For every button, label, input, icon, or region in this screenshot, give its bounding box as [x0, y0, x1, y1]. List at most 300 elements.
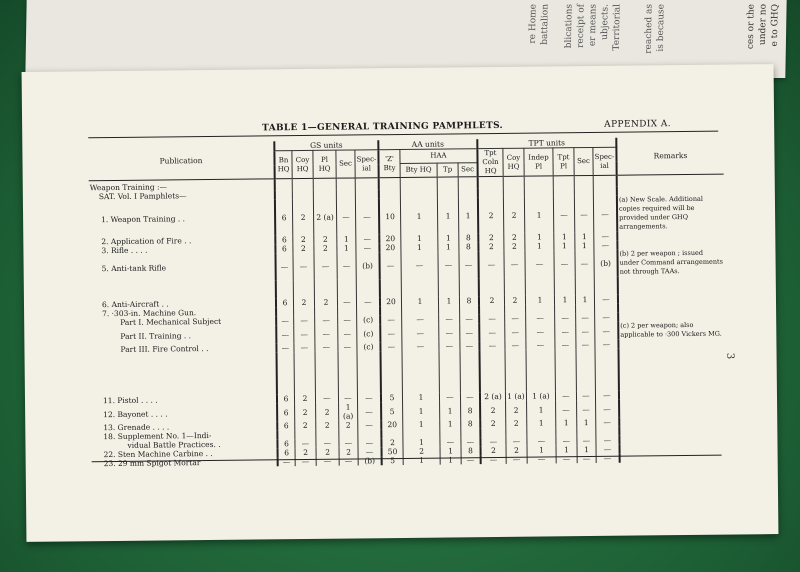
- value-cell: —: [276, 343, 294, 352]
- value-cell: 2: [478, 233, 504, 242]
- value-cell: —: [315, 394, 338, 403]
- value-cell: 1: [402, 393, 439, 402]
- value-cell: —: [294, 316, 315, 325]
- col-tpt-coln-hq: Tpt Coln HQ: [477, 148, 503, 176]
- value-cell: [595, 304, 619, 313]
- value-cell: —: [401, 252, 438, 279]
- value-cell: 8: [461, 419, 481, 428]
- value-cell: 2: [478, 242, 504, 251]
- value-cell: 2: [295, 421, 316, 430]
- col-tpt-coy-hq: Coy HQ: [503, 148, 524, 176]
- group-aa: AA units: [378, 139, 477, 150]
- value-cell: —: [338, 315, 357, 324]
- value-cell: 1: [577, 418, 596, 427]
- value-cell: —: [295, 439, 316, 448]
- col-tpt-special: Spec-ial: [593, 147, 617, 175]
- value-cell: 1 (a): [507, 391, 525, 401]
- value-cell: —: [594, 241, 618, 250]
- value-cell: 1: [438, 242, 459, 251]
- value-cell: 2: [314, 244, 337, 253]
- value-cell: —: [356, 297, 380, 306]
- value-cell: 1: [554, 241, 575, 250]
- value-cell: 6: [277, 394, 295, 403]
- value-cell: 2: [480, 419, 506, 428]
- value-cell: —: [555, 340, 576, 349]
- value-cell: —: [440, 437, 461, 446]
- table-row: [89, 195, 724, 238]
- value-cell: [357, 306, 381, 315]
- value-cell: 20: [381, 420, 403, 429]
- value-cell: 8: [461, 401, 481, 419]
- value-cell: —: [478, 251, 504, 278]
- col-tpt-sec: Sec: [574, 147, 593, 175]
- value-cell: 20: [380, 297, 402, 306]
- value-cell: [338, 306, 357, 315]
- value-cell: —: [337, 297, 356, 306]
- value-cell: 1: [556, 418, 577, 427]
- value-cell: 1: [403, 438, 440, 447]
- value-cell: (c): [357, 324, 381, 342]
- value-cell: 1: [527, 400, 556, 418]
- publication-cell: 6. Anti-Aircraft . .: [101, 299, 169, 310]
- publication-cell: Part III. Fire Control . .: [120, 344, 209, 354]
- value-cell: 2: [295, 448, 316, 457]
- table-body: [89, 174, 727, 468]
- back-text-7: ubjects.: [599, 4, 611, 40]
- value-cell: —: [315, 325, 338, 343]
- value-cell: 20: [379, 234, 401, 243]
- value-cell: 1: [440, 419, 461, 428]
- back-text-1: e to GHQ: [769, 4, 781, 47]
- value-cell: —: [293, 253, 314, 280]
- value-cell: —: [555, 322, 576, 340]
- value-cell: 6: [275, 244, 293, 253]
- value-cell: —: [527, 454, 556, 463]
- value-cell: 6: [278, 448, 296, 457]
- value-cell: [479, 305, 505, 314]
- value-cell: [276, 307, 294, 316]
- value-cell: (b): [594, 250, 618, 277]
- value-cell: 1: [525, 295, 554, 304]
- value-cell: 1: [440, 401, 461, 419]
- value-cell: 1: [525, 241, 554, 250]
- value-cell: —: [594, 295, 618, 304]
- value-cell: —: [506, 437, 527, 446]
- value-cell: 2: [314, 298, 337, 307]
- value-cell: 1: [337, 243, 356, 252]
- publication-cell: 5. Anti-tank Rifle: [101, 263, 167, 274]
- publication-cell: 1. Weapon Training . .: [101, 213, 186, 224]
- value-cell: 2: [292, 199, 313, 235]
- value-cell: —: [380, 324, 402, 342]
- value-cell: 6: [277, 439, 295, 448]
- value-cell: 8: [459, 242, 479, 251]
- value-cell: 1: [527, 445, 556, 454]
- value-cell: 1: [400, 198, 437, 234]
- value-cell: —: [553, 196, 574, 232]
- remarks-cell: (a) New Scale. Additional copies required will be provided under GHQ arrangements.: [617, 195, 724, 232]
- value-cell: 5: [382, 456, 404, 465]
- section-heading: Weapon Training :—: [89, 182, 168, 193]
- value-cell: —: [315, 316, 338, 325]
- value-cell: —: [506, 455, 527, 464]
- value-cell: —: [596, 445, 620, 454]
- value-cell: 6: [276, 298, 294, 307]
- value-cell: —: [459, 251, 479, 278]
- value-cell: 2: [339, 420, 358, 429]
- value-cell: 1: [458, 197, 478, 233]
- remarks-cell: [619, 399, 726, 418]
- publication-cell: 22. Sten Machine Carbine . .: [103, 448, 213, 460]
- col-z-bty: 'Z' Bty: [378, 149, 400, 177]
- col-publication: Publication: [88, 141, 274, 180]
- document-page: [22, 64, 779, 542]
- value-cell: —: [356, 234, 380, 243]
- appendix-label: APPENDIX A.: [604, 119, 672, 130]
- value-cell: 2 (a): [480, 392, 506, 401]
- value-cell: 2 (a): [313, 199, 336, 235]
- value-cell: —: [574, 196, 593, 232]
- value-cell: —: [575, 250, 594, 277]
- value-cell: —: [527, 436, 556, 445]
- value-cell: 1: [337, 234, 356, 243]
- value-cell: —: [460, 314, 480, 323]
- value-cell: [439, 305, 460, 314]
- spacer-row: [91, 348, 726, 397]
- value-cell: [527, 427, 556, 436]
- value-cell: —: [577, 454, 596, 463]
- value-cell: —: [402, 315, 439, 324]
- col-bn-hq: Bn HQ: [274, 151, 292, 179]
- value-cell: 2: [480, 401, 506, 419]
- value-cell: —: [555, 391, 576, 400]
- value-cell: —: [479, 314, 505, 323]
- value-cell: —: [595, 322, 619, 340]
- value-cell: —: [439, 341, 460, 350]
- value-cell: —: [356, 243, 380, 252]
- publication-cell: 13. Grenade . . . .: [103, 422, 170, 433]
- value-cell: —: [526, 340, 555, 349]
- value-cell: 1: [554, 232, 575, 241]
- value-cell: —: [316, 439, 339, 448]
- back-text-10: blications: [563, 4, 575, 49]
- pamphlet-table: [88, 137, 726, 469]
- value-cell: 6: [277, 403, 295, 421]
- value-cell: 2: [293, 244, 314, 253]
- value-cell: 2: [316, 421, 339, 430]
- value-cell: 1: [438, 233, 459, 242]
- value-cell: —: [338, 324, 357, 342]
- value-cell: 1: [554, 295, 575, 304]
- value-cell: —: [358, 402, 382, 420]
- value-cell: —: [278, 457, 296, 466]
- col-special: Spec-ial: [355, 150, 379, 178]
- value-cell: —: [596, 400, 620, 418]
- value-cell: 2: [479, 296, 505, 305]
- value-cell: [555, 304, 576, 313]
- value-cell: —: [439, 323, 460, 341]
- value-cell: [402, 306, 439, 315]
- value-cell: —: [481, 455, 507, 464]
- value-cell: 8: [459, 296, 479, 305]
- value-cell: —: [593, 196, 617, 232]
- value-cell: —: [380, 315, 402, 324]
- value-cell: [277, 430, 295, 439]
- publication-cell: 2. Application of Fire . .: [101, 236, 192, 247]
- value-cell: 1 (a): [339, 402, 358, 420]
- value-cell: —: [460, 323, 480, 341]
- value-cell: 1: [401, 297, 438, 306]
- value-cell: —: [555, 313, 576, 322]
- value-cell: 10: [379, 198, 401, 234]
- value-cell: —: [337, 252, 356, 279]
- value-cell: —: [439, 392, 460, 401]
- col-bty-hq: Bty HQ: [400, 163, 437, 177]
- value-cell: 1: [527, 418, 556, 427]
- value-cell: [506, 428, 527, 437]
- value-cell: 50: [382, 447, 404, 456]
- value-cell: —: [596, 454, 620, 463]
- value-cell: 1: [440, 446, 461, 455]
- value-cell: 1: [438, 296, 459, 305]
- back-text-8: er means: [587, 4, 599, 47]
- value-cell: 2: [506, 419, 527, 428]
- value-cell: —: [576, 313, 595, 322]
- value-cell: 2: [316, 403, 339, 421]
- value-cell: —: [294, 343, 315, 352]
- value-cell: [339, 429, 358, 438]
- value-cell: 2: [504, 233, 525, 242]
- value-cell: —: [576, 340, 595, 349]
- value-cell: —: [595, 391, 619, 400]
- publication-cell: 3. Rifle . . . .: [101, 245, 148, 256]
- col-indep-pl: Indep Pl: [524, 148, 553, 176]
- value-cell: —: [577, 400, 596, 418]
- value-cell: —: [336, 198, 355, 234]
- value-cell: —: [596, 418, 620, 427]
- value-cell: 1: [556, 445, 577, 454]
- value-cell: 1: [403, 420, 440, 429]
- publication-cell: 11. Pistol . . . .: [102, 395, 158, 406]
- value-cell: 8: [459, 233, 479, 242]
- group-haa: HAA: [400, 149, 478, 164]
- value-cell: 1: [575, 241, 594, 250]
- value-cell: [295, 430, 316, 439]
- value-cell: —: [338, 393, 357, 402]
- value-cell: [315, 307, 338, 316]
- value-cell: —: [479, 341, 505, 350]
- value-cell: 2: [293, 298, 314, 307]
- value-cell: (b): [356, 252, 380, 279]
- value-cell: 2: [295, 403, 316, 421]
- value-cell: [526, 304, 555, 313]
- col-pl-hq: Pl HQ: [313, 150, 336, 178]
- back-text-4: is because: [655, 4, 667, 52]
- value-cell: 2: [381, 438, 403, 447]
- value-cell: —: [439, 314, 460, 323]
- remarks-cell: (b) 2 per weapon ; issued under Command arrangements not through TAAs.: [619, 248, 723, 276]
- value-cell: 1: [575, 232, 594, 241]
- value-cell: —: [556, 400, 577, 418]
- back-text-6: Territorial: [611, 4, 623, 51]
- value-cell: —: [577, 436, 596, 445]
- value-cell: [380, 306, 402, 315]
- value-cell: [316, 430, 339, 439]
- value-cell: —: [505, 323, 526, 341]
- value-cell: 2: [503, 197, 524, 233]
- value-cell: —: [576, 322, 595, 340]
- value-cell: —: [338, 342, 357, 351]
- value-cell: [294, 307, 315, 316]
- value-cell: —: [460, 392, 480, 401]
- value-cell: 2: [314, 235, 337, 244]
- value-cell: —: [526, 322, 555, 340]
- value-cell: [576, 304, 595, 313]
- value-cell: 1: [437, 197, 458, 233]
- value-cell: —: [358, 438, 382, 447]
- value-cell: 1: [524, 196, 553, 232]
- value-cell: —: [380, 342, 402, 351]
- value-cell: —: [379, 252, 401, 279]
- value-cell: —: [294, 325, 315, 343]
- value-cell: —: [339, 456, 358, 465]
- col-coy-hq: Coy HQ: [292, 150, 313, 178]
- value-cell: (b): [358, 456, 382, 465]
- value-cell: —: [357, 393, 381, 402]
- value-cell: 1: [401, 243, 438, 252]
- value-cell: —: [358, 447, 382, 456]
- value-cell: [505, 305, 526, 314]
- value-cell: —: [595, 313, 619, 322]
- value-cell: —: [402, 342, 439, 351]
- value-cell: [556, 427, 577, 436]
- value-cell: [403, 429, 440, 438]
- value-cell: —: [556, 454, 577, 463]
- section-subheading: SAT. Vol. I Pamphlets—: [98, 191, 187, 202]
- value-cell: [358, 429, 382, 438]
- value-cell: 2: [506, 446, 527, 455]
- value-cell: 5: [381, 402, 403, 420]
- value-cell: 1 (a): [526, 391, 555, 400]
- group-gs: GS units: [274, 140, 378, 151]
- value-cell: 2: [403, 447, 440, 456]
- value-cell: 5: [381, 393, 403, 402]
- page-number: 3: [724, 352, 736, 360]
- value-cell: —: [504, 251, 525, 278]
- value-cell: [461, 428, 481, 437]
- back-text-3: ces or the: [745, 4, 757, 50]
- value-cell: 6: [277, 421, 295, 430]
- value-cell: —: [479, 323, 505, 341]
- value-cell: 1: [525, 232, 554, 241]
- value-cell: 1: [440, 455, 461, 464]
- publication-cell: vidual Battle Practices. .: [127, 439, 221, 450]
- publication-cell: 12. Bayonet . . . .: [103, 408, 168, 419]
- value-cell: —: [480, 437, 506, 446]
- value-cell: —: [358, 420, 382, 429]
- publication-cell: 23. 29 mm Spigot Mortar: [103, 458, 201, 469]
- value-cell: 1: [577, 445, 596, 454]
- value-cell: 2: [504, 296, 525, 305]
- table-title: TABLE 1—GENERAL TRAINING PAMPHLETS.: [262, 120, 504, 134]
- publication-cell: Part II. Training . .: [120, 330, 192, 341]
- value-cell: —: [295, 457, 316, 466]
- value-cell: 2: [294, 394, 315, 403]
- value-cell: 2: [478, 197, 504, 233]
- value-cell: —: [505, 341, 526, 350]
- col-tp: Tp: [437, 163, 458, 177]
- value-cell: 2: [506, 401, 527, 419]
- value-cell: —: [594, 232, 618, 241]
- value-cell: —: [438, 251, 459, 278]
- publication-cell: 18. Supplement No. 1—Indi-: [103, 430, 212, 442]
- value-cell: [480, 428, 506, 437]
- value-cell: 6: [275, 199, 293, 235]
- value-cell: —: [316, 457, 339, 466]
- value-cell: —: [576, 391, 595, 400]
- value-cell: [577, 427, 596, 436]
- value-cell: —: [276, 316, 294, 325]
- value-cell: 2: [316, 448, 339, 457]
- value-cell: [440, 428, 461, 437]
- value-cell: 1: [401, 234, 438, 243]
- value-cell: —: [595, 340, 619, 349]
- value-cell: 2: [504, 242, 525, 251]
- remarks-cell: (c) 2 per weapon; also applicable to ·300 Vickers MG.: [618, 321, 725, 340]
- value-cell: 20: [379, 243, 401, 252]
- back-text-11: battalion: [539, 4, 551, 45]
- value-cell: —: [461, 437, 481, 446]
- value-cell: 1: [403, 456, 440, 465]
- value-cell: —: [505, 314, 526, 323]
- value-cell: —: [275, 253, 293, 280]
- value-cell: —: [556, 436, 577, 445]
- back-text-5: reached as: [643, 4, 655, 54]
- col-remarks: Remarks: [616, 137, 723, 176]
- publication-cell: 7. ·303-in. Machine Gun.: [102, 308, 197, 319]
- value-cell: [596, 427, 620, 436]
- value-cell: 6: [275, 235, 293, 244]
- value-cell: 1: [403, 402, 440, 420]
- publication-cell: Part I. Mechanical Subject: [120, 316, 222, 327]
- value-cell: (c): [357, 342, 381, 351]
- value-cell: 2: [339, 447, 358, 456]
- value-cell: —: [460, 341, 480, 350]
- back-text-9: receipt of: [575, 4, 587, 48]
- value-cell: —: [526, 313, 555, 322]
- value-cell: —: [402, 324, 439, 342]
- value-cell: 1: [575, 295, 594, 304]
- value-cell: 8: [461, 446, 481, 455]
- back-text-12: re Home: [527, 4, 539, 44]
- value-cell: —: [554, 250, 575, 277]
- value-cell: —: [339, 438, 358, 447]
- value-cell: [460, 305, 480, 314]
- group-tpt: TPT units: [477, 138, 616, 149]
- back-text-2: under no: [757, 4, 769, 46]
- value-cell: —: [596, 436, 620, 445]
- value-cell: (c): [357, 315, 381, 324]
- col-haa-sec: Sec: [458, 163, 478, 177]
- value-cell: 2: [481, 446, 507, 455]
- value-cell: [381, 429, 403, 438]
- value-cell: —: [314, 253, 337, 280]
- value-cell: —: [525, 250, 554, 277]
- col-tpt-pl: Tpt Pl: [553, 148, 574, 176]
- col-sec: Sec: [336, 150, 355, 178]
- value-cell: —: [461, 455, 481, 464]
- value-cell: —: [276, 325, 294, 343]
